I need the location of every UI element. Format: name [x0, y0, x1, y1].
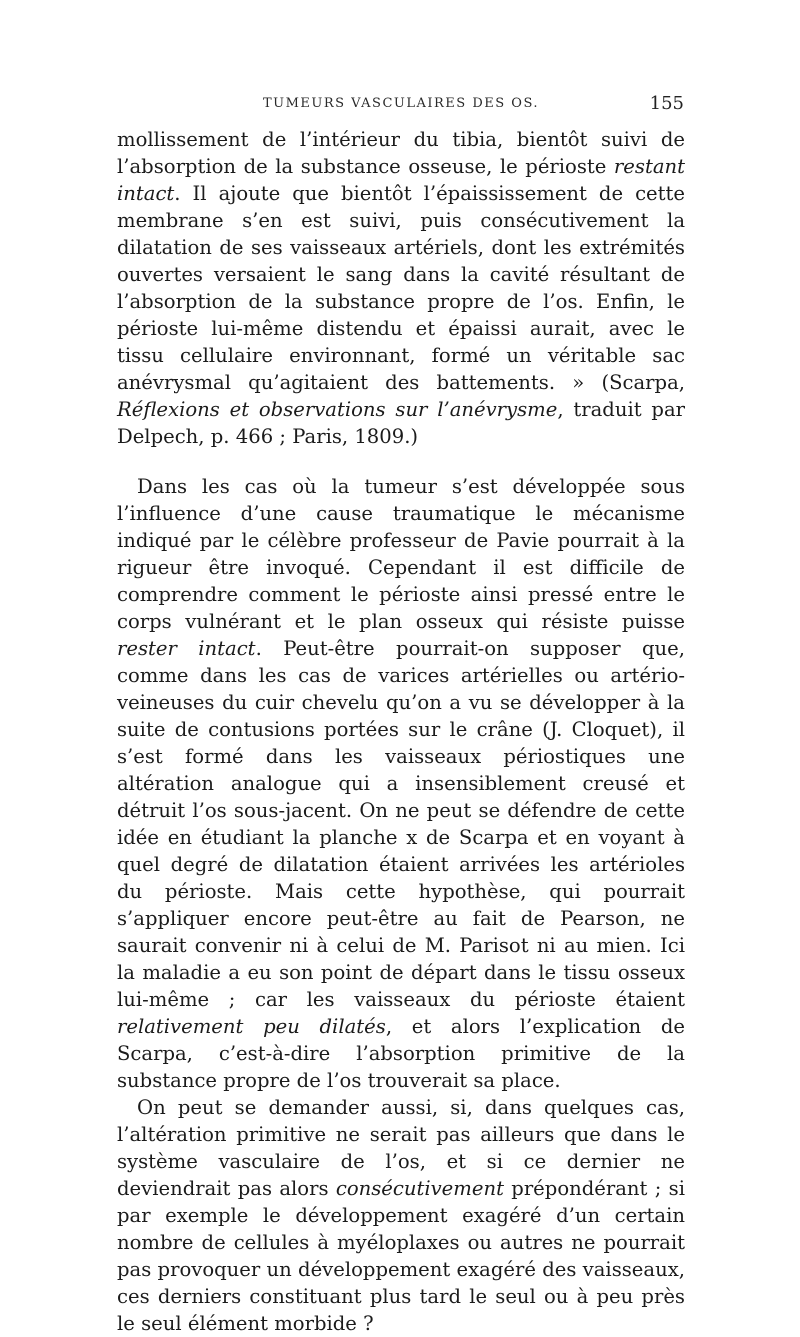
running-title: TUMEURS VASCULAIRES DES OS. [262, 96, 540, 111]
paragraph [117, 473, 685, 1094]
running-head [118, 93, 684, 118]
italic-text: relativement peu dilatés [117, 1015, 386, 1038]
text-run: Dans les cas où la tumeur s’est développée sous l’influence d’une cause traumatique le mécanisme indiqué par le célèbre professeur de Pavie pourrait à la rigueur être invoqué. Cependant il est difficile de comprendre comment le périoste ainsi pressé entre le corps vulnérant et le plan osseux qui résiste puisse [117, 475, 685, 633]
text-run: . Il ajoute que bientôt l’épaississement de cette membrane s’en est suivi, puis consécutivement la dilatation de ses vaisseaux artériels, dont les extrémités ouvertes versaient le sang dans la cavité résultant de l’absorption de la substance propre de l’os. Enfin, le périoste lui-même distendu et épaissi aurait, avec le tissu cellulaire environnant, formé un véritable sac anévrysmal qu’agitaient des battements. » (Scarpa, [117, 182, 685, 394]
text-run: . Peut-être pourrait-on supposer que, comme dans les cas de varices artérielles ou artério-veineuses du cuir chevelu qu’on a vu se développer à la suite de contusions portées sur le crâne (J. Cloquet), il s’est formé dans les vaisseaux périostiques une altération analogue qui a insensiblement creusé et détruit l’os sous-jacent. On ne peut se défendre de cette idée en étudiant la planche x de Scarpa et en voyant à quel degré de dilatation étaient arrivées les artérioles du périoste. Mais cette hypothèse, qui pourrait s’appliquer encore peut-être au fait de Pearson, ne saurait convenir ni à celui de M. Parisot ni au mien. Ici la maladie a eu son point de départ dans le tissu osseux lui-même ; car les vaisseaux du périoste étaient [117, 637, 685, 1011]
text-run: mollissement de l’intérieur du tibia, bientôt suivi de l’absorption de la substance osseuse, le périoste [117, 128, 685, 178]
italic-text: consécutivement [335, 1177, 504, 1200]
paragraph-gap [117, 450, 685, 473]
italic-text: rester intact [117, 637, 256, 660]
text-run: On peut se demander aussi, si, dans quelques cas, l’altération primitive ne serait pas ailleurs que dans le système vasculaire de l’os, et si ce dernier ne deviendrait pas alors [117, 1096, 685, 1200]
paragraph [117, 1094, 685, 1337]
text-run: prépondérant ; si par exemple le développement exagéré d’un certain nombre de cellules à myéloplaxes ou autres ne pourrait pas provoquer un développement exagéré des vaisseaux, ces derniers constituant plus tard le seul ou à peu près le seul élément morbide ? [117, 1177, 685, 1335]
italic-text: restant intact [117, 155, 685, 205]
italic-text: Réflexions et observations sur l’anévrysme [117, 398, 558, 421]
paragraph [117, 126, 685, 450]
text-run: , et alors l’explication de Scarpa, c’est-à-dire l’absorption primitive de la substance propre de l’os trouverait sa place. [117, 1015, 685, 1092]
body-text [117, 126, 685, 1337]
text-run: , traduit par Delpech, p. 466 ; Paris, 1809.) [117, 398, 685, 448]
page-number: 155 [649, 93, 684, 114]
